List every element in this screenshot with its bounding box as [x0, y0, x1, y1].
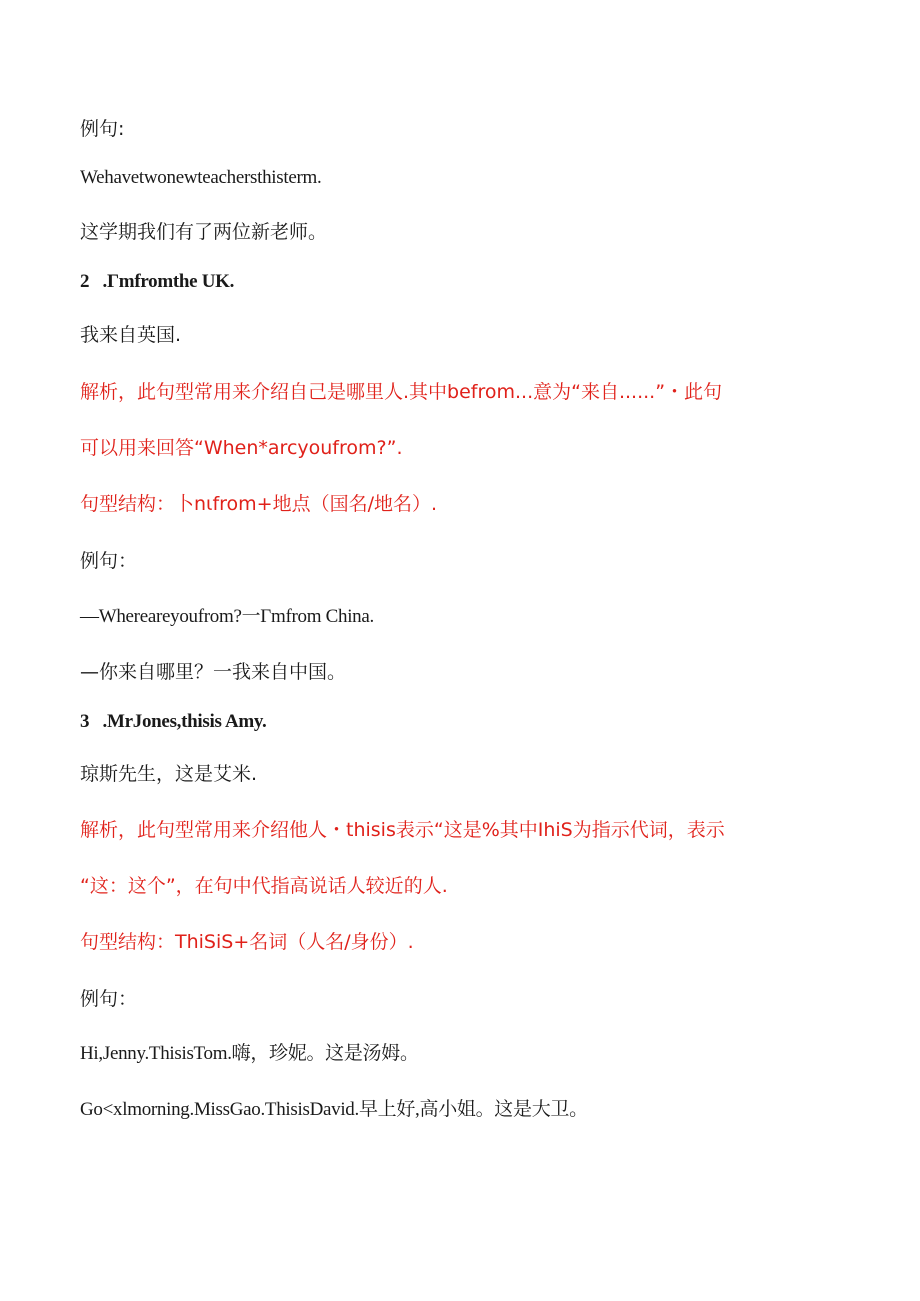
structure-line: 句型结构：ThiSiS+名词（人名/身份）. [80, 931, 414, 953]
example-label: 例句： [80, 988, 138, 1010]
translation-line: 琼斯先生，这是艾米. [80, 763, 258, 785]
example-sentence: Hi,Jenny.ThisisTom.嗨，珍妮。这是汤姆。 [80, 1043, 419, 1064]
example-sentence: Go<xlmorning.MissGao.ThisisDavid.早上好,高小姐。这是大卫。 [80, 1099, 588, 1120]
analysis-line-continued: 可以用来回答“When*arcyoufrom?”. [80, 437, 403, 459]
structure-line: 句型结构：卜nιfrom+地点（国名/地名）. [80, 493, 438, 515]
example-sentence-zh: 这学期我们有了两位新老师。 [80, 221, 328, 243]
example-sentence-en: Wehavetwonewteachersthisterm. [80, 167, 322, 188]
example-label: 例句: [80, 118, 125, 140]
example-dialogue-zh: —你来自哪里？一我来自中国。 [80, 661, 347, 683]
analysis-line-continued: “这：这个”，在句中代指高说话人较近的人. [80, 875, 448, 897]
section-heading-2: 2 .Γmfromthe UK. [80, 271, 235, 292]
analysis-line: 解析，此句型常用来介绍自己是哪里人.其中befrom...意为“来自......”・此句 [80, 381, 723, 403]
section-heading-3: 3 .MrJones,thisis Amy. [80, 711, 267, 732]
analysis-line: 解析，此句型常用来介绍他人・thisis表示“这是%其中IhiS为指示代词，表示 [80, 819, 725, 841]
example-dialogue-en: —Whereareyoufrom?一Γmfrom China. [80, 606, 374, 627]
translation-line: 我来自英国. [80, 324, 182, 346]
example-label: 例句： [80, 550, 138, 572]
